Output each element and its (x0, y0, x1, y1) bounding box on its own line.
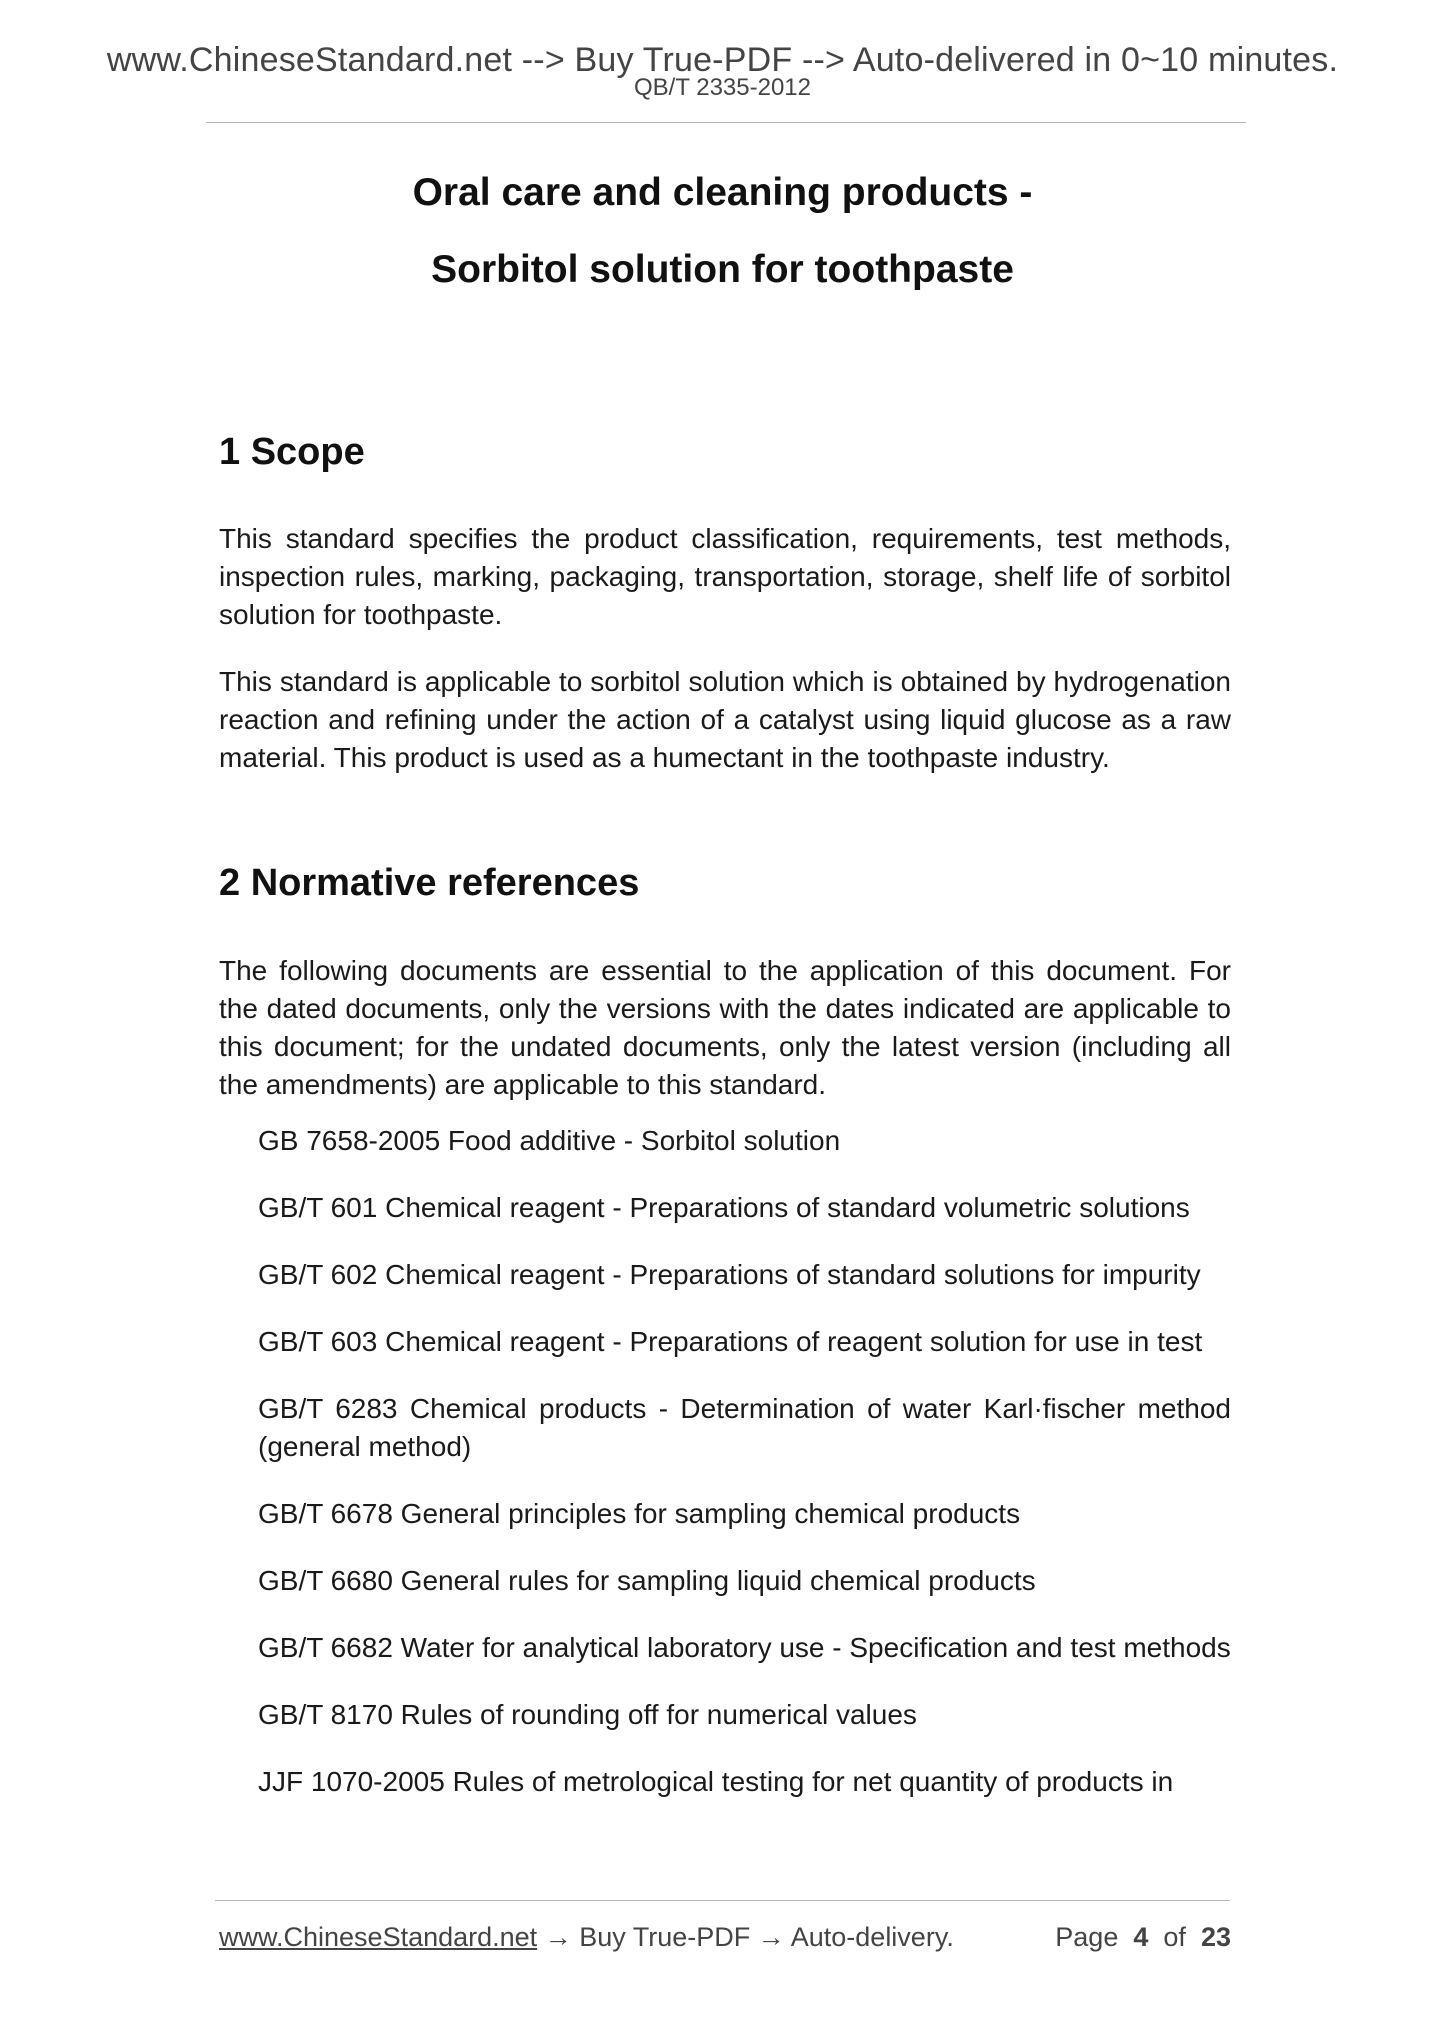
reference-item: GB/T 601 Chemical reagent - Preparations of standard volumetric solutions (258, 1192, 1190, 1223)
document-title-line-1: Oral care and cleaning products - (412, 171, 1033, 214)
header-banner: www.ChineseStandard.net --> Buy True-PDF --> Auto-delivered in 0~10 minutes. (106, 41, 1339, 79)
normative-references-intro: The following documents are essential to the application of this document. For the dated documents, only the versions with the dates indicated are applicable to this document; for the undated documents, only the latest version (including all the amendments) are applicable to this standard. (219, 955, 1231, 1100)
reference-item: GB/T 602 Chemical reagent - Preparations of standard solutions for impurity (258, 1259, 1201, 1290)
scope-paragraph-2: This standard is applicable to sorbitol solution which is obtained by hydrogenation reaction and refining under the action of a catalyst using liquid glucose as a raw material. This product is used as a humectant in the toothpaste industry. (219, 666, 1231, 773)
reference-item: GB/T 6283 Chemical products - Determination of water Karl·fischer method (general method) (258, 1393, 1231, 1462)
current-page-number: 4 (1133, 1922, 1149, 1952)
header-divider (206, 122, 1246, 123)
reference-item: GB/T 603 Chemical reagent - Preparations of reagent solution for use in test (258, 1326, 1203, 1357)
section-heading-normative-references: 2 Normative references (219, 862, 640, 904)
reference-item: GB/T 8170 Rules of rounding off for numerical values (258, 1699, 917, 1730)
footer-divider (215, 1900, 1230, 1901)
footer-delivery-note: → Buy True-PDF → Auto-delivery. (537, 1922, 954, 1952)
scope-paragraph-1: This standard specifies the product classification, requirements, test methods, inspection rules, marking, packaging, transportation, storage, shelf life of sorbitol solution for toothpaste. (219, 523, 1231, 630)
document-title-line-2: Sorbitol solution for toothpaste (431, 248, 1014, 291)
footer-source (219, 1919, 954, 1955)
page-label: Page (1055, 1922, 1119, 1952)
reference-item: GB/T 6680 General rules for sampling liquid chemical products (258, 1565, 1036, 1596)
reference-item: GB/T 6678 General principles for sampling chemical products (258, 1498, 1021, 1529)
page-of-label: of (1163, 1922, 1186, 1952)
reference-item: GB/T 6682 Water for analytical laboratory use - Specification and test methods (258, 1632, 1231, 1663)
total-pages-number: 23 (1200, 1922, 1231, 1952)
document-code: QB/T 2335-2012 (633, 74, 811, 101)
reference-list (258, 1122, 1231, 1830)
section-heading-scope: 1 Scope (219, 431, 365, 473)
footer-website-link[interactable]: www.ChineseStandard.net (219, 1922, 538, 1952)
page-indicator (1055, 1919, 1231, 1955)
reference-item: GB 7658-2005 Food additive - Sorbitol solution (258, 1125, 841, 1156)
page-footer (219, 1919, 1231, 1955)
reference-item: JJF 1070-2005 Rules of metrological testing for net quantity of products in (258, 1766, 1174, 1797)
